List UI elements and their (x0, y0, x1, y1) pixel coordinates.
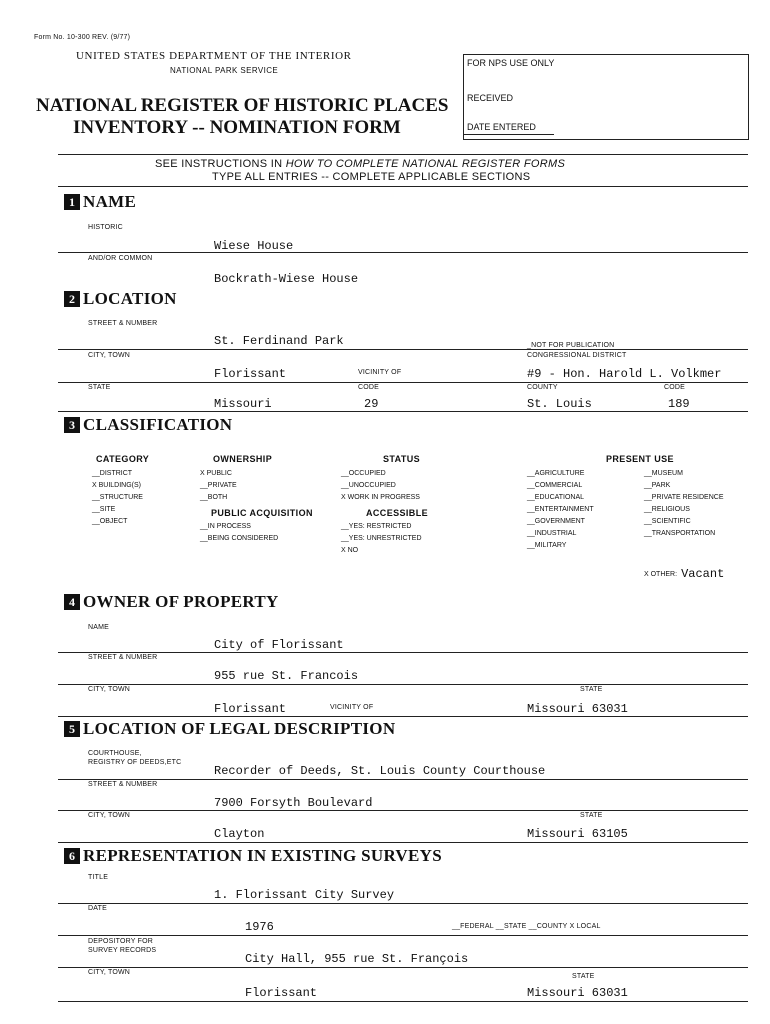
category-item: __SITE (92, 506, 116, 513)
section-1-heading (64, 192, 136, 212)
section-3-heading (64, 415, 232, 435)
category-list (92, 468, 143, 528)
status-item: __UNOCCUPIED (341, 482, 396, 489)
present-use-item: __EDUCATIONAL (527, 494, 585, 501)
county-label: COUNTY (527, 384, 558, 391)
common-name-value: Bockrath-Wiese House (214, 272, 359, 286)
category-item: __DISTRICT (92, 470, 133, 477)
section-title: REPRESENTATION IN EXISTING SURVEYS (83, 846, 442, 865)
common-name-label: AND/OR COMMON (88, 255, 153, 262)
present-use-other (644, 567, 724, 581)
received-label: RECEIVED (467, 93, 514, 103)
present-use-heading: PRESENT USE (606, 454, 674, 464)
service-name: NATIONAL PARK SERVICE (170, 66, 279, 75)
survey-title-value: 1. Florissant City Survey (214, 888, 395, 902)
category-item: __STRUCTURE (92, 494, 143, 501)
present-use-list-a (527, 468, 594, 552)
survey-city-value: Florissant (245, 986, 318, 1000)
present-use-item: __TRANSPORTATION (644, 530, 716, 537)
courthouse-label: COURTHOUSE, (88, 750, 142, 757)
owner-name-label: NAME (88, 624, 110, 631)
present-use-item: __MILITARY (527, 542, 567, 549)
county-code-value: 189 (668, 397, 690, 411)
accessible-item: __YES: UNRESTRICTED (341, 535, 422, 542)
present-use-list-b (644, 468, 724, 540)
legal-state-label: STATE (580, 812, 603, 819)
other-value: Vacant (681, 567, 725, 581)
survey-levels: __FEDERAL __STATE __COUNTY X LOCAL (452, 923, 601, 930)
accessible-item: __YES: RESTRICTED (341, 523, 412, 530)
present-use-item: __PARK (644, 482, 671, 489)
present-use-item: __INDUSTRIAL (527, 530, 577, 537)
present-use-item: __GOVERNMENT (527, 518, 585, 525)
owner-vicinity-label: VICINITY OF (330, 704, 374, 711)
legal-city-label: CITY, TOWN (88, 812, 131, 819)
historic-name-value: Wiese House (214, 239, 294, 253)
section-number: 5 (64, 721, 80, 737)
courthouse-value: Recorder of Deeds, St. Louis County Courthouse (214, 764, 546, 778)
public-acquisition-heading: PUBLIC ACQUISITION (211, 508, 313, 518)
accessible-list (341, 521, 422, 557)
legal-city-value: Clayton (214, 827, 265, 841)
legal-state-value: Missouri 63105 (527, 827, 628, 841)
ownership-list (200, 468, 237, 504)
form-number: Form No. 10-300 REV. (9/77) (34, 34, 131, 41)
city-value: Florissant (214, 367, 287, 381)
not-for-publication: _NOT FOR PUBLICATION (527, 342, 615, 349)
section-4-heading (64, 592, 279, 612)
owner-city-value: Florissant (214, 702, 287, 716)
state-label: STATE (88, 384, 111, 391)
section-title: OWNER OF PROPERTY (83, 592, 279, 611)
status-list (341, 468, 420, 504)
survey-date-value: 1976 (245, 920, 274, 934)
present-use-item: __COMMERCIAL (527, 482, 583, 489)
state-value: Missouri (214, 397, 272, 411)
acquisition-list (200, 521, 278, 545)
accessible-heading: ACCESSIBLE (366, 508, 429, 518)
section-number: 2 (64, 291, 80, 307)
present-use-item: __SCIENTIFIC (644, 518, 691, 525)
present-use-item: __PRIVATE RESIDENCE (644, 494, 724, 501)
county-value: St. Louis (527, 397, 592, 411)
instructions-line-1: SEE INSTRUCTIONS IN HOW TO COMPLETE NATIONAL REGISTER FORMS (155, 158, 566, 170)
city-label: CITY, TOWN (88, 352, 131, 359)
survey-records-label: SURVEY RECORDS (88, 947, 157, 954)
form-subtitle: INVENTORY -- NOMINATION FORM (73, 117, 401, 138)
survey-date-label: DATE (88, 905, 107, 912)
section-title: CLASSIFICATION (83, 415, 233, 434)
ownership-item: __PRIVATE (200, 482, 237, 489)
date-entered-label: DATE ENTERED (467, 122, 536, 132)
status-item: __OCCUPIED (341, 470, 386, 477)
owner-street-value: 955 rue St. Francois (214, 669, 359, 683)
legal-street-value: 7900 Forsyth Boulevard (214, 796, 373, 810)
status-heading: STATUS (383, 454, 421, 464)
acquisition-item: __BEING CONSIDERED (200, 535, 279, 542)
historic-label: HISTORIC (88, 224, 123, 231)
present-use-item: __MUSEUM (644, 470, 683, 477)
owner-state-label: STATE (580, 686, 603, 693)
ownership-heading: OWNERSHIP (213, 454, 273, 464)
category-item: __OBJECT (92, 518, 128, 525)
accessible-item: X NO (341, 547, 359, 554)
county-code-label: CODE (664, 384, 686, 391)
nps-use-only-label: FOR NPS USE ONLY (467, 58, 555, 68)
congressional-district-value: #9 - Hon. Harold L. Volkmer (527, 367, 722, 381)
owner-city-label: CITY, TOWN (88, 686, 131, 693)
acquisition-item: __IN PROCESS (200, 523, 251, 530)
legal-street-label: STREET & NUMBER (88, 781, 158, 788)
present-use-item: __ENTERTAINMENT (527, 506, 594, 513)
section-5-heading (64, 719, 395, 739)
survey-state-label: STATE (572, 973, 595, 980)
owner-state-value: Missouri 63031 (527, 702, 628, 716)
form-title: NATIONAL REGISTER OF HISTORIC PLACES (36, 95, 449, 116)
section-6-heading (64, 846, 442, 866)
survey-title-label: TITLE (88, 874, 109, 881)
street-value: St. Ferdinand Park (214, 334, 344, 348)
state-code-value: 29 (364, 397, 379, 411)
depository-label: DEPOSITORY FOR (88, 938, 154, 945)
section-title: NAME (83, 192, 137, 211)
category-item: X BUILDING(S) (92, 482, 142, 489)
depository-value: City Hall, 955 rue St. François (245, 952, 469, 966)
survey-city-label: CITY, TOWN (88, 969, 131, 976)
present-use-item: __AGRICULTURE (527, 470, 585, 477)
section-2-heading (64, 289, 177, 309)
section-title: LOCATION (83, 289, 177, 308)
congressional-district-label: CONGRESSIONAL DISTRICT (527, 352, 627, 359)
survey-state-value: Missouri 63031 (527, 986, 628, 1000)
present-use-item: __RELIGIOUS (644, 506, 690, 513)
section-title: LOCATION OF LEGAL DESCRIPTION (83, 719, 396, 738)
department-name: UNITED STATES DEPARTMENT OF THE INTERIOR (76, 50, 352, 62)
instructions-line-2: TYPE ALL ENTRIES -- COMPLETE APPLICABLE SECTIONS (212, 171, 531, 183)
other-label: X OTHER: (644, 570, 678, 578)
owner-street-label: STREET & NUMBER (88, 654, 158, 661)
registry-label: REGISTRY OF DEEDS,ETC (88, 759, 182, 766)
section-number: 1 (64, 194, 80, 210)
vicinity-of-label: VICINITY OF (358, 369, 402, 376)
street-label: STREET & NUMBER (88, 320, 158, 327)
section-number: 3 (64, 417, 80, 433)
category-heading: CATEGORY (96, 454, 150, 464)
section-number: 6 (64, 848, 80, 864)
ownership-item: X PUBLIC (200, 470, 232, 477)
owner-name-value: City of Florissant (214, 638, 344, 652)
state-code-label: CODE (358, 384, 380, 391)
ownership-item: __BOTH (200, 494, 228, 501)
status-item: X WORK IN PROGRESS (341, 494, 420, 501)
section-number: 4 (64, 594, 80, 610)
